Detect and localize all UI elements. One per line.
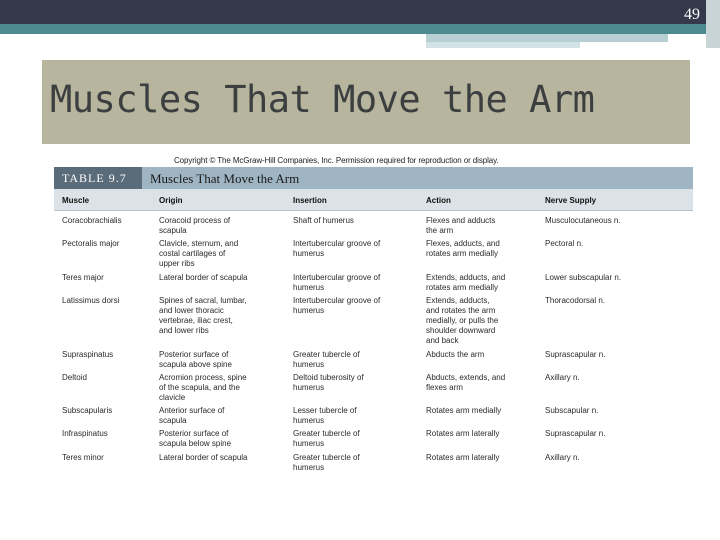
table-cell: Rotates arm laterally	[426, 429, 500, 438]
table-cell: Spines of sacral, lumbar, and lower thoracic vertebrae, iliac crest, and lower ribs	[159, 296, 247, 335]
table-cell: Musculocutaneous n.	[545, 216, 621, 225]
table-cell: Lesser tubercle of humerus	[293, 406, 357, 425]
table-cell: Deltoid tuberosity of humerus	[293, 373, 364, 392]
table-cell: Axillary n.	[545, 453, 580, 462]
table-cell: Extends, adducts, and rotates the arm medially, or pulls the shoulder downward and back	[426, 296, 499, 345]
table-cell: Lateral border of scapula	[159, 453, 248, 462]
table-cell: Posterior surface of scapula above spine	[159, 350, 232, 369]
table-cell: Supraspinatus	[62, 350, 114, 359]
table-cell: Shaft of humerus	[293, 216, 354, 225]
table-cell: Clavicle, sternum, and costal cartilages of upper ribs	[159, 239, 239, 268]
header-accent-bar	[0, 24, 720, 34]
column-header-insertion: Insertion	[293, 196, 327, 205]
header-edge-accent	[706, 0, 720, 48]
muscle-table	[54, 167, 693, 482]
table-cell: Teres major	[62, 273, 104, 282]
header-accent-stripe	[426, 34, 668, 42]
table-cell: Thoracodorsal n.	[545, 296, 606, 305]
table-cell: Greater tubercle of humerus	[293, 453, 360, 472]
table-cell: Flexes, adducts, and rotates arm medially	[426, 239, 500, 258]
table-cell: Suprascapular n.	[545, 350, 606, 359]
title-band	[42, 60, 690, 144]
header-accent-stripe-small	[426, 42, 580, 48]
table-cell: Extends, adducts, and rotates arm medially	[426, 273, 506, 292]
table-cell: Acromion process, spine of the scapula, and the clavicle	[159, 373, 247, 402]
table-cell: Intertubercular groove of humerus	[293, 273, 381, 292]
table-cell: Intertubercular groove of humerus	[293, 296, 381, 315]
table-cell: Axillary n.	[545, 373, 580, 382]
table-cell: Subscapularis	[62, 406, 113, 415]
table-cell: Intertubercular groove of humerus	[293, 239, 381, 258]
table-cell: Greater tubercle of humerus	[293, 429, 360, 448]
table-cell: Rotates arm medially	[426, 406, 502, 415]
table-cell: Greater tubercle of humerus	[293, 350, 360, 369]
table-cell: Lower subscapular n.	[545, 273, 622, 282]
table-cell: Rotates arm laterally	[426, 453, 500, 462]
column-header-row	[54, 189, 693, 211]
table-cell: Pectoralis major	[62, 239, 120, 248]
table-cell: Suprascapular n.	[545, 429, 606, 438]
table-cell: Abducts the arm	[426, 350, 485, 359]
table-cell: Lateral border of scapula	[159, 273, 248, 282]
table-cell: Posterior surface of scapula below spine	[159, 429, 232, 448]
table-number: TABLE 9.7	[54, 167, 142, 189]
copyright-notice: Copyright © The McGraw-Hill Companies, Inc. Permission required for reproduction or display.	[174, 156, 499, 165]
table-cell: Infraspinatus	[62, 429, 108, 438]
table-header-band	[54, 167, 693, 189]
table-cell: Deltoid	[62, 373, 87, 382]
table-cell: Latissimus dorsi	[62, 296, 120, 305]
slide-title: Muscles That Move the Arm	[50, 78, 595, 121]
table-cell: Abducts, extends, and flexes arm	[426, 373, 506, 392]
table-title: Muscles That Move the Arm	[150, 171, 300, 186]
table-cell: Anterior surface of scapula	[159, 406, 225, 425]
table-cell: Coracoid process of scapula	[159, 216, 231, 235]
column-header-origin: Origin	[159, 196, 183, 205]
column-header-nerve-supply: Nerve Supply	[545, 196, 597, 205]
table-cell: Pectoral n.	[545, 239, 584, 248]
table-cell: Teres minor	[62, 453, 104, 462]
column-header-muscle: Muscle	[62, 196, 90, 205]
header-bar	[0, 0, 720, 24]
slide-number: 49	[684, 6, 700, 23]
table-cell: Coracobrachialis	[62, 216, 122, 225]
column-header-action: Action	[426, 196, 451, 205]
table-cell: Subscapular n.	[545, 406, 599, 415]
table-cell: Flexes and adducts the arm	[426, 216, 496, 235]
